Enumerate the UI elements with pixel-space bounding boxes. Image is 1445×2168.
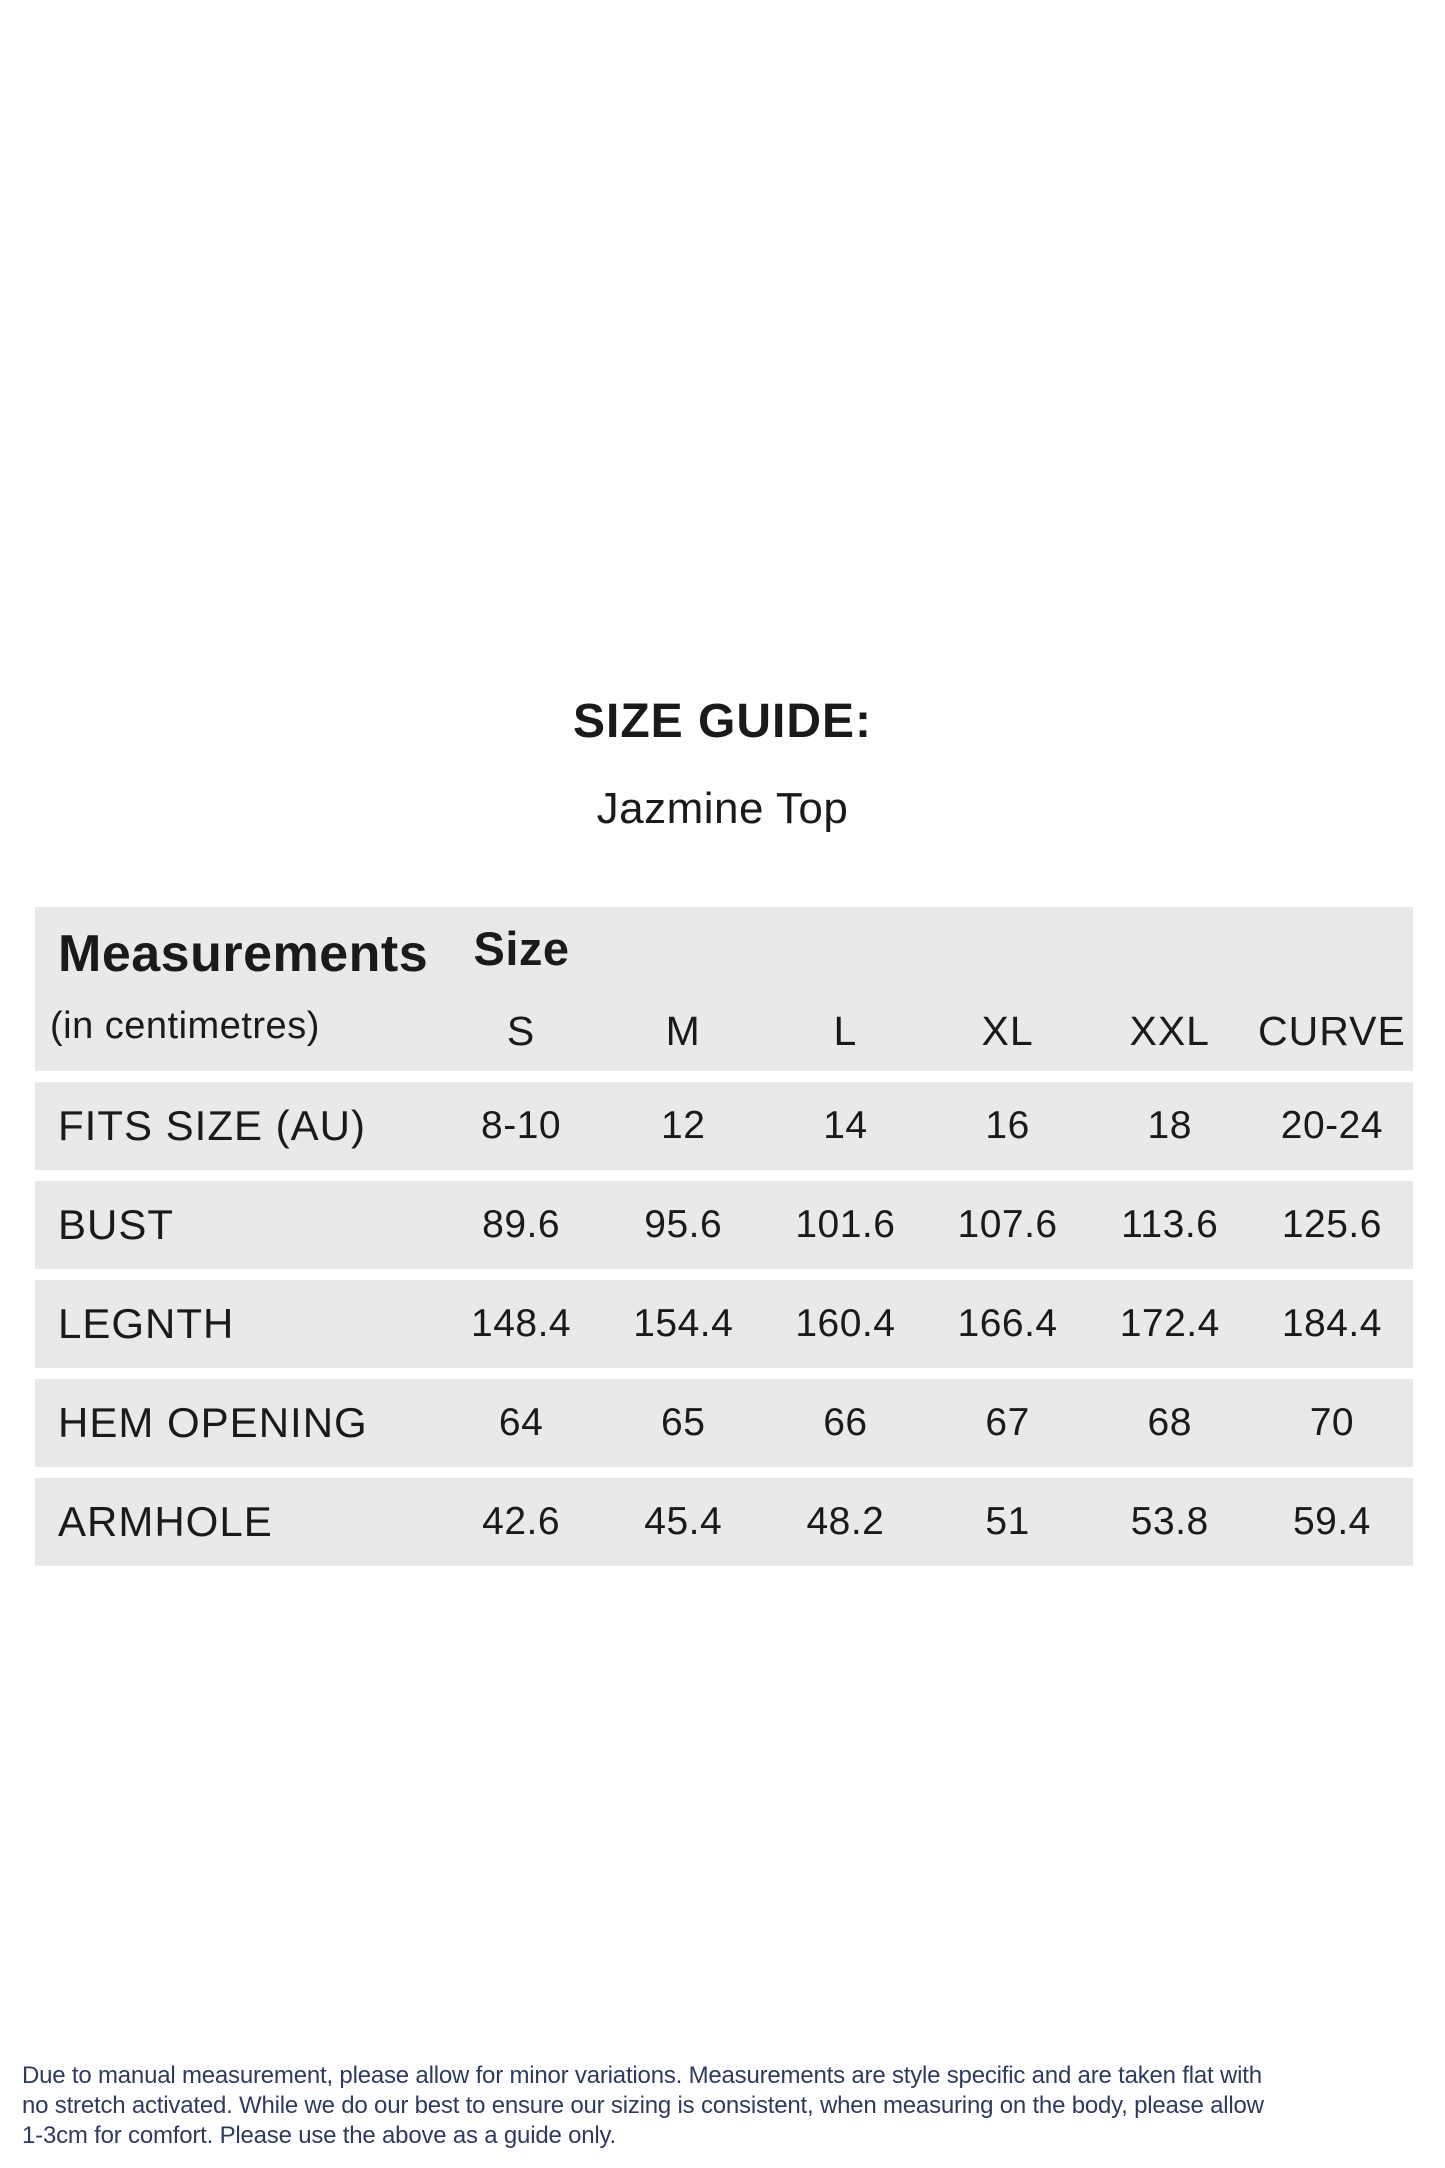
cell-value: 68	[1147, 1401, 1192, 1444]
cell-value: 16	[985, 1104, 1030, 1147]
cell-value: 89.6	[482, 1203, 561, 1246]
cell-value: 154.4	[633, 1302, 734, 1345]
table-row-hem-opening	[35, 1379, 1413, 1467]
size-header: Size	[473, 922, 570, 975]
cell-value: 48.2	[806, 1500, 885, 1543]
row-label: HEM OPENING	[58, 1399, 368, 1446]
page-title: SIZE GUIDE:	[572, 695, 873, 748]
cell-value: 172.4	[1119, 1302, 1220, 1345]
cell-value: 53.8	[1130, 1500, 1209, 1543]
cell-value: 51	[985, 1500, 1030, 1543]
size-col-xl: XL	[981, 1008, 1034, 1054]
cell-value: 45.4	[644, 1500, 723, 1543]
cell-value: 12	[661, 1104, 706, 1147]
table-row-bust	[35, 1181, 1413, 1269]
cell-value: 20-24	[1280, 1104, 1384, 1147]
cell-value: 95.6	[644, 1203, 723, 1246]
cell-value: 107.6	[957, 1203, 1058, 1246]
cell-value: 113.6	[1121, 1203, 1219, 1246]
size-col-s: S	[506, 1008, 536, 1054]
row-label: BUST	[58, 1201, 175, 1248]
table-row-fits-size	[35, 1082, 1413, 1170]
cell-value: 18	[1147, 1104, 1192, 1147]
cell-value: 59.4	[1292, 1500, 1371, 1543]
cell-value: 148.4	[471, 1302, 572, 1345]
cell-value: 166.4	[957, 1302, 1058, 1345]
product-name: Jazmine Top	[596, 784, 849, 833]
table-row-length	[35, 1280, 1413, 1368]
cell-value: 14	[823, 1104, 868, 1147]
disclaimer-line-1: Due to manual measurement, please allow for minor variations. Measurements are style specific and are taken flat with	[22, 2062, 1262, 2089]
disclaimer-line-2: no stretch activated. While we do our best to ensure our sizing is consistent, when measuring on the body, please allow	[22, 2092, 1264, 2119]
size-col-l: L	[833, 1008, 858, 1054]
disclaimer-text	[22, 2061, 1432, 2151]
size-col-curve: CURVE	[1258, 1008, 1406, 1054]
table-header-row	[35, 907, 1413, 1071]
measurements-header: Measurements	[58, 925, 429, 983]
cell-value: 70	[1309, 1401, 1355, 1444]
disclaimer-line-3: 1-3cm for comfort. Please use the above as a guide only.	[22, 2122, 617, 2149]
size-columns-header	[440, 1007, 1413, 1055]
cell-value: 67	[985, 1401, 1030, 1444]
table-row-armhole	[35, 1478, 1413, 1566]
cell-value: 101.6	[795, 1203, 896, 1246]
cell-value: 66	[823, 1401, 868, 1444]
cell-value: 125.6	[1281, 1203, 1382, 1246]
cell-value: 64	[498, 1401, 544, 1444]
row-label: LEGNTH	[58, 1300, 235, 1347]
size-table	[35, 907, 1413, 1566]
size-col-m: M	[665, 1008, 701, 1054]
units-note: (in centimetres)	[50, 1005, 320, 1047]
cell-value: 160.4	[795, 1302, 896, 1345]
size-col-xxl: XXL	[1129, 1008, 1210, 1054]
cell-value: 42.6	[482, 1500, 561, 1543]
cell-value: 8-10	[481, 1104, 562, 1147]
cell-value: 65	[661, 1401, 706, 1444]
row-label: ARMHOLE	[58, 1498, 273, 1545]
cell-value: 184.4	[1281, 1302, 1382, 1345]
row-label: FITS SIZE (AU)	[58, 1102, 366, 1149]
